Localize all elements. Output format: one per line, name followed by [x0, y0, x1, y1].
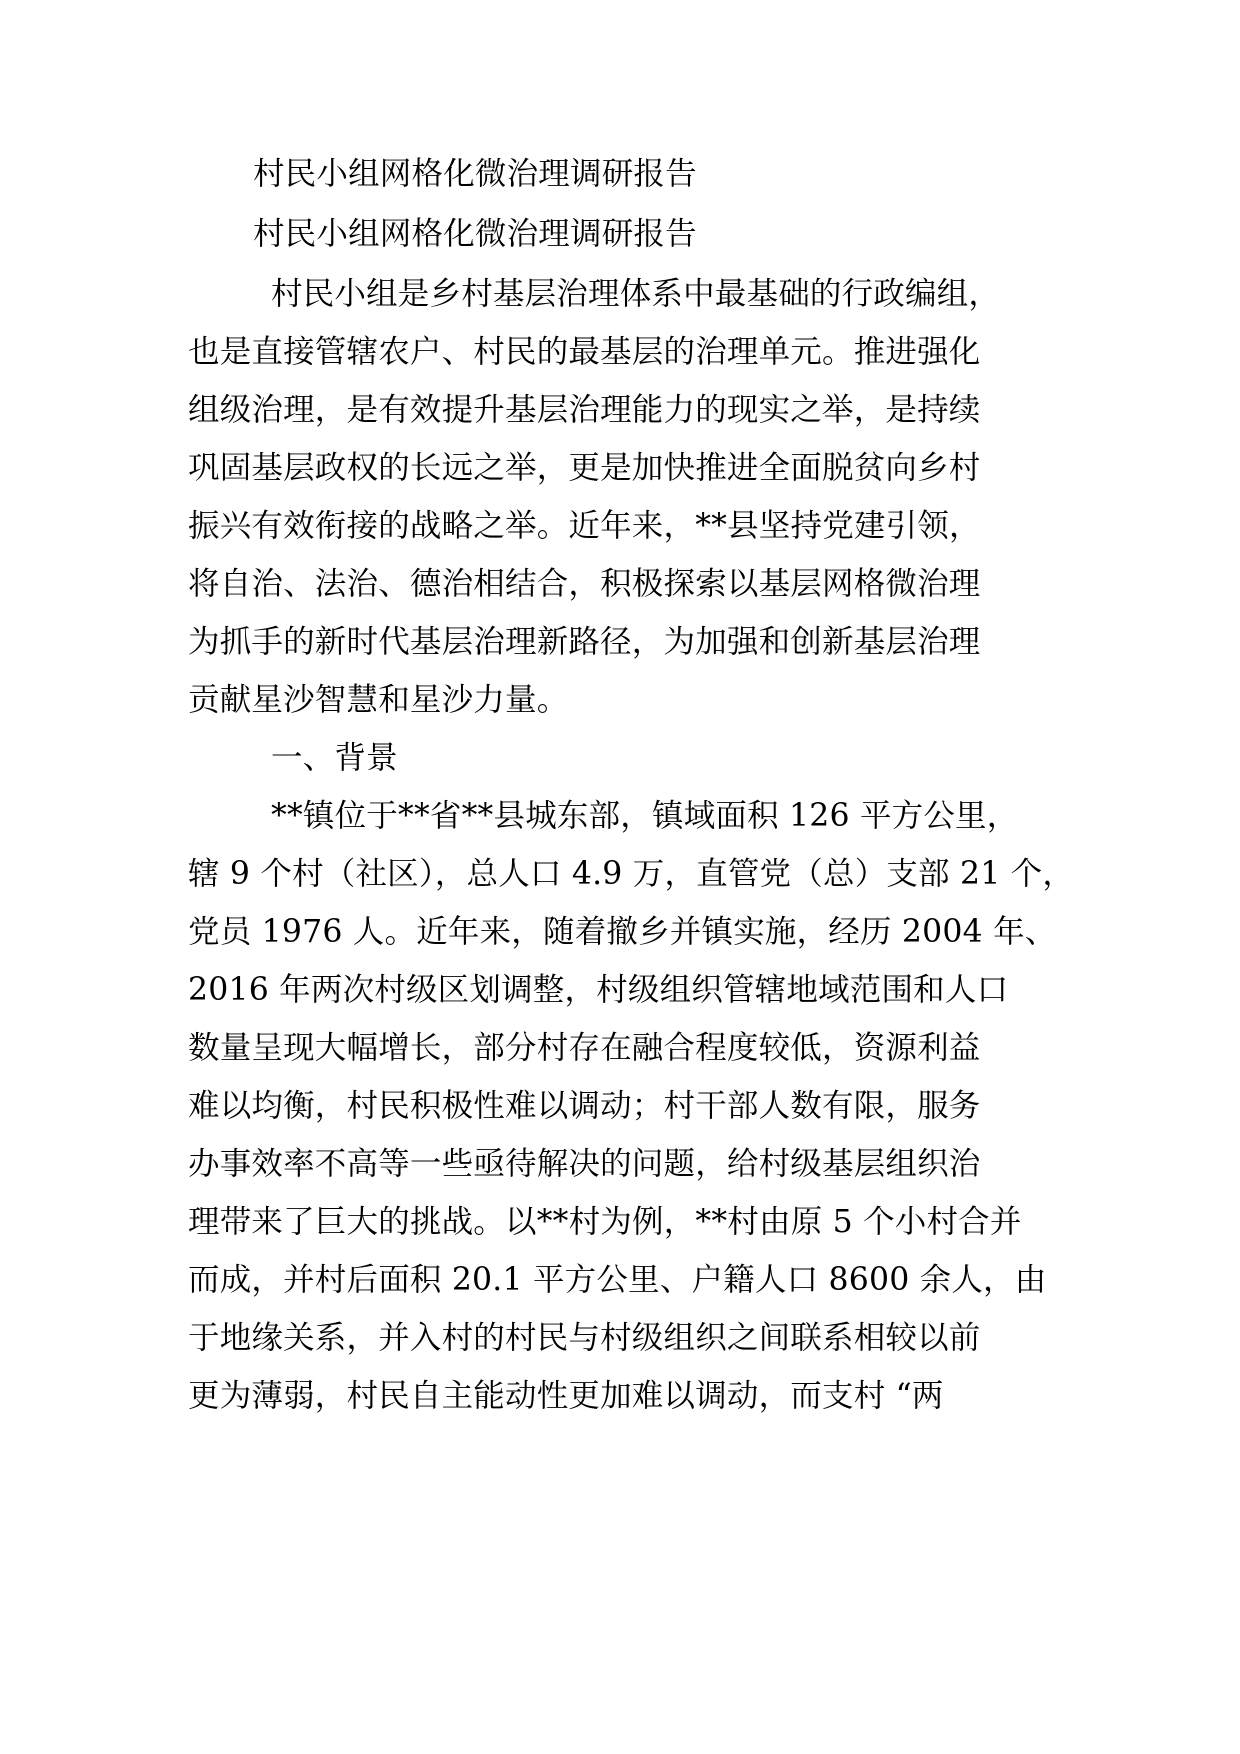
paragraph-line: 办事效率不高等一些亟待解决的问题，给村级基层组织治 — [188, 1146, 981, 1182]
paragraph-line: 难以均衡，村民积极性难以调动；村干部人数有限，服务 — [188, 1088, 981, 1124]
paragraph-line: 将自治、法治、德治相结合，积极探索以基层网格微治理 — [188, 566, 981, 602]
paragraph-line: 为抓手的新时代基层治理新路径，为加强和创新基层治理 — [188, 624, 981, 660]
paragraph-line: 贡献星沙智慧和星沙力量。 — [188, 682, 569, 718]
paragraph-line: 辖 9 个村（社区），总人口 4.9 万，直管党（总）支部 21 个， — [188, 856, 1075, 892]
paragraph-line: 而成，并村后面积 20.1 平方公里、户籍人口 8600 余人，由 — [188, 1262, 1047, 1298]
paragraph-line: 2016 年两次村级区划调整，村级组织管辖地域范围和人口 — [188, 972, 1009, 1008]
paragraph-line: **镇位于**省**县城东部，镇域面积 126 平方公里， — [271, 798, 1019, 834]
paragraph-line: 村民小组是乡村基层治理体系中最基础的行政编组， — [271, 276, 1001, 312]
paragraph-line: 党员 1976 人。近年来，随着撤乡并镇实施，经历 2004 年、 — [188, 914, 1057, 950]
paragraph-line: 于地缘关系，并入村的村民与村级组织之间联系相较以前 — [188, 1320, 981, 1356]
paragraph-line: 组级治理，是有效提升基层治理能力的现实之举，是持续 — [188, 392, 981, 428]
paragraph-line: 更为薄弱，村民自主能动性更加难以调动，而支村 “两 — [188, 1378, 944, 1414]
paragraph-line: 理带来了巨大的挑战。以**村为例，**村由原 5 个小村合并 — [188, 1204, 1022, 1240]
paragraph-line: 数量呈现大幅增长，部分村存在融合程度较低，资源利益 — [188, 1030, 981, 1066]
paragraph-line: 巩固基层政权的长远之举，更是加快推进全面脱贫向乡村 — [188, 450, 981, 486]
section-heading: 一、背景 — [271, 740, 398, 776]
report-subtitle: 村民小组网格化微治理调研报告 — [253, 216, 697, 252]
paragraph-line: 振兴有效衔接的战略之举。近年来，**县坚持党建引领， — [188, 508, 981, 544]
report-title: 村民小组网格化微治理调研报告 — [253, 156, 697, 192]
paragraph-line: 也是直接管辖农户、村民的最基层的治理单元。推进强化 — [188, 334, 981, 370]
